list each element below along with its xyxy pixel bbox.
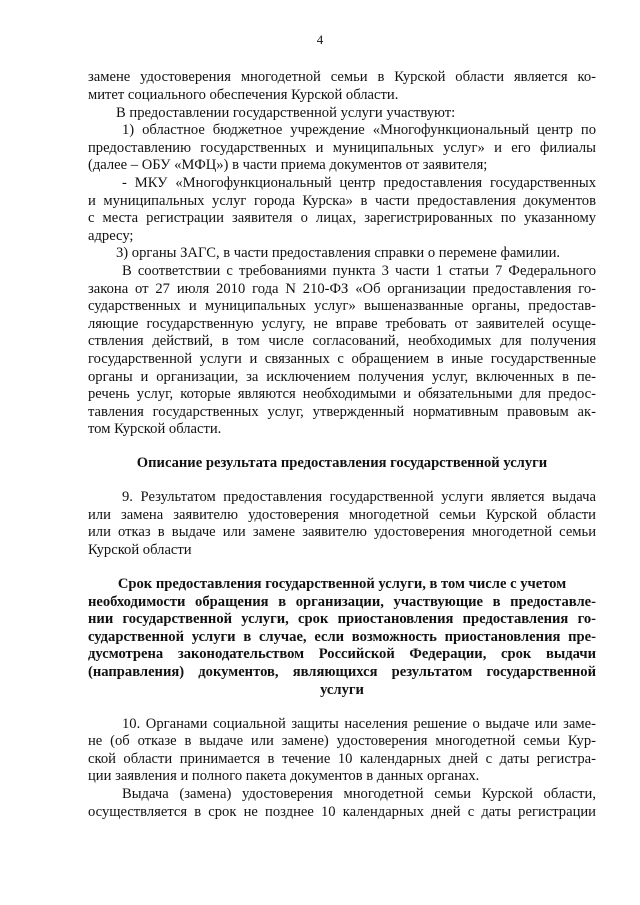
text-line: (далее – ОБУ «МФЦ») в части приема документов от заявителя;: [88, 157, 488, 173]
text-line: замене удостоверения многодетной семьи в Курской области является ко-: [88, 69, 596, 85]
text-line: 1) областное бюджетное учреждение «Многофункциональный центр по: [122, 122, 596, 138]
text-line: предоставлению государственных и муниципальных услуг» и его филиалы: [88, 140, 596, 156]
text-line: 10. Органами социальной защиты населения решение о выдаче или заме-: [122, 716, 596, 732]
text-line: осуществляется в срок не позднее 10 календарных дней с даты регистрации: [88, 804, 596, 820]
text-line: с места регистрации заявителя о лицах, зарегистрированных по указанному: [88, 210, 596, 226]
text-line: В соответствии с требованиями пункта 3 части 1 статьи 7 Федерального: [122, 263, 596, 279]
heading-line: Описание результата предоставления государственной услуги: [136, 455, 548, 471]
text-line: тавления государственных услуг, утвержденный нормативным правовым ак-: [88, 404, 596, 420]
heading-line: нии государственной услуги, срок приостановления предоставления го-: [88, 611, 596, 627]
heading-line: дусмотрена законодательством Российской Федерации, срок выдачи: [88, 646, 596, 662]
text-line: 3) органы ЗАГС, в части предоставления справки о перемене фамилии.: [116, 245, 561, 261]
page-number: 4: [316, 32, 324, 47]
text-line: том Курской области.: [88, 421, 222, 437]
text-line: государственной услуги и связанных с обращением в иные государственные: [88, 351, 596, 367]
text-line: речень услуг, которые являются необходимыми и обязательными для предос-: [88, 386, 596, 402]
text-line: ской области принимается в течение 10 календарных дней с даты регистра-: [88, 751, 596, 767]
text-line: или замена заявителю удостоверения многодетной семьи Курской области: [88, 507, 596, 523]
text-line: не (об отказе в выдаче или замене) удостоверения многодетной семьи Кур-: [88, 733, 596, 749]
text-line: ствления действий, в том числе согласований, необходимых для получения: [88, 333, 596, 349]
text-line: 9. Результатом предоставления государственной услуги является выдача: [122, 489, 596, 505]
text-line: и муниципальных услуг города Курска» в части предоставления документов: [88, 193, 596, 209]
heading-line: сударственной услуги в случае, если возможность приостановления пре-: [88, 629, 596, 645]
text-line: - МКУ «Многофункциональный центр предоставления государственных: [122, 175, 596, 191]
heading-line: услуги: [320, 682, 364, 698]
text-line: В предоставлении государственной услуги участвуют:: [116, 105, 456, 121]
text-line: органы и организации, за исключением получения услуг, включенных в пе-: [88, 369, 596, 385]
text-line: Курской области: [88, 542, 192, 558]
text-line: ции заявления и полного пакета документов в данных органах.: [88, 768, 480, 784]
text-line: митет социального обеспечения Курской области.: [88, 87, 399, 103]
text-line: адресу;: [88, 228, 134, 244]
text-line: ляющие государственную услугу, не вправе требовать от заявителей осуще-: [88, 316, 596, 332]
heading-line: (направления) документов, являющихся результатом государственной: [88, 664, 596, 680]
text-line: сударственных и муниципальных услуг» вышеназванные органы, предостав-: [88, 298, 596, 314]
heading-line: Срок предоставления государственной услуги, в том числе с учетом: [117, 576, 567, 592]
text-line: Выдача (замена) удостоверения многодетной семьи Курской области,: [122, 786, 596, 802]
text-line: закона от 27 июля 2010 года N 210-ФЗ «Об организации предоставления го-: [88, 281, 596, 297]
text-line: или отказ в выдаче или замене заявителю удостоверения многодетной семьи: [88, 524, 596, 540]
heading-line: необходимости обращения в организации, участвующие в предоставле-: [88, 594, 596, 610]
